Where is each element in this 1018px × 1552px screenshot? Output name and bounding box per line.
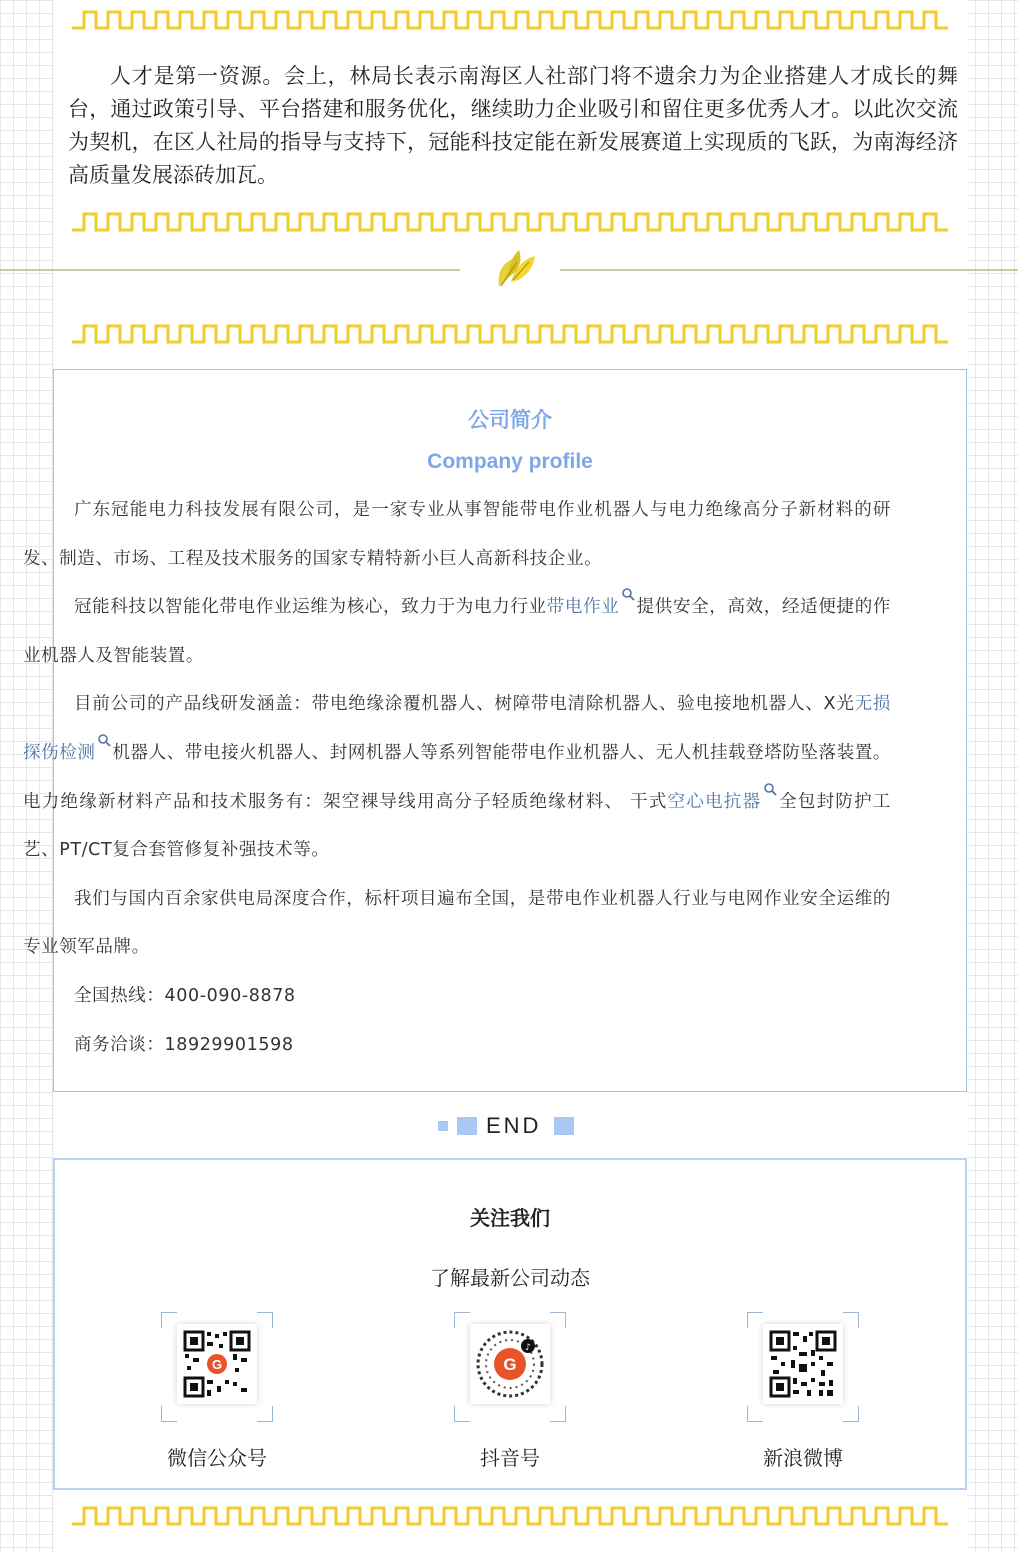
hotline: 全国热线：400-090-8878: [74, 985, 296, 1006]
keyword-link-reactor[interactable]: 空心电抗器: [667, 791, 762, 812]
svg-text:G: G: [211, 1357, 223, 1372]
business-contact: 商务洽谈：18929901598: [74, 1034, 294, 1055]
intro-paragraph: 人才是第一资源。会上，林局长表示南海区人社部门将不遗余力为企业搭建人才成长的舞台，通过政策引导、平台搭建和服务优化，继续助力企业吸引和留住更多优秀人才。以此次交流为契机，在区人社局的指导与支持下，冠能科技定能在新发展赛道上实现质的飞跃，为南海经济高质量发展添砖加瓦。: [68, 64, 958, 187]
zigzag-border-top: [72, 8, 948, 32]
keyword-link-live-working[interactable]: 带电作业: [546, 597, 620, 618]
divider-line-left: [0, 269, 460, 271]
profile-text: 冠能科技以智能化带电作业运维为核心，致力于为电力行业: [74, 597, 547, 618]
profile-text: 机器人、带电接火机器人、封网机器人等系列智能带电作业机器人、无人机挂载登塔防坠落装置。电力绝缘新材料产品和技术服务有：架空裸导线用高分子轻质绝缘材料、 干式: [23, 742, 892, 812]
zigzag-border-bottom: [72, 1504, 948, 1528]
svg-text:G: G: [503, 1355, 517, 1374]
profile-text: 目前公司的产品线研发涵盖：带电绝缘涂覆机器人、树障带电清除机器人、验电接地机器人、X光: [74, 694, 855, 715]
end-square-left: [457, 1117, 477, 1135]
profile-paragraph: [23, 583, 891, 680]
profile-text: 提供安全，高效，经适便捷的作业机器人及智能装置。: [23, 597, 891, 666]
qr-code-icon: [177, 1324, 257, 1404]
zigzag-border-profile-top: [72, 322, 948, 346]
profile-body: [23, 486, 891, 1069]
divider-line-right: [560, 269, 1018, 271]
qr-code-icon: [763, 1324, 843, 1404]
leaf-icon: [493, 248, 537, 292]
zigzag-border-middle: [72, 210, 948, 234]
keyword-link-ndt[interactable]: 无损探伤检测: [23, 694, 891, 763]
profile-text: 全包封防护工艺、PT/CT复合套管修复补强技术等。: [23, 791, 891, 861]
search-icon[interactable]: [763, 782, 778, 797]
profile-paragraph: [23, 680, 891, 874]
follow-us-box: [53, 1158, 967, 1490]
profile-paragraph: 广东冠能电力科技发展有限公司，是一家专业从事智能带电作业机器人与电力绝缘高分子新材料的研发、制造、市场、工程及技术服务的国家专精特新小巨人高新科技企业。: [23, 500, 891, 569]
douyin-qr-code-icon: [470, 1324, 550, 1404]
profile-title-cn: 公司简介: [468, 408, 552, 432]
profile-title-en: Company profile: [427, 450, 593, 473]
svg-text:♪: ♪: [525, 1343, 531, 1353]
search-icon[interactable]: [97, 733, 112, 748]
end-label: END: [486, 1113, 542, 1138]
profile-paragraph: 我们与国内百余家供电局深度合作，标杆项目遍布全国，是带电作业机器人行业与电网作业安全运维的专业领军品牌。: [23, 888, 891, 958]
weibo-qr-card[interactable]: [747, 1312, 859, 1422]
channel-label-douyin: 抖音号: [480, 1446, 540, 1470]
wechat-qr-card[interactable]: [161, 1312, 273, 1422]
channel-label-wechat: 微信公众号: [167, 1446, 267, 1470]
follow-title: 关注我们: [470, 1206, 550, 1230]
search-icon[interactable]: [621, 587, 636, 602]
end-square-small: [438, 1121, 448, 1131]
channel-label-weibo: 新浪微博: [763, 1446, 843, 1470]
follow-subtitle: 了解最新公司动态: [430, 1266, 590, 1290]
douyin-qr-card[interactable]: [454, 1312, 566, 1422]
end-square-right: [554, 1117, 574, 1135]
